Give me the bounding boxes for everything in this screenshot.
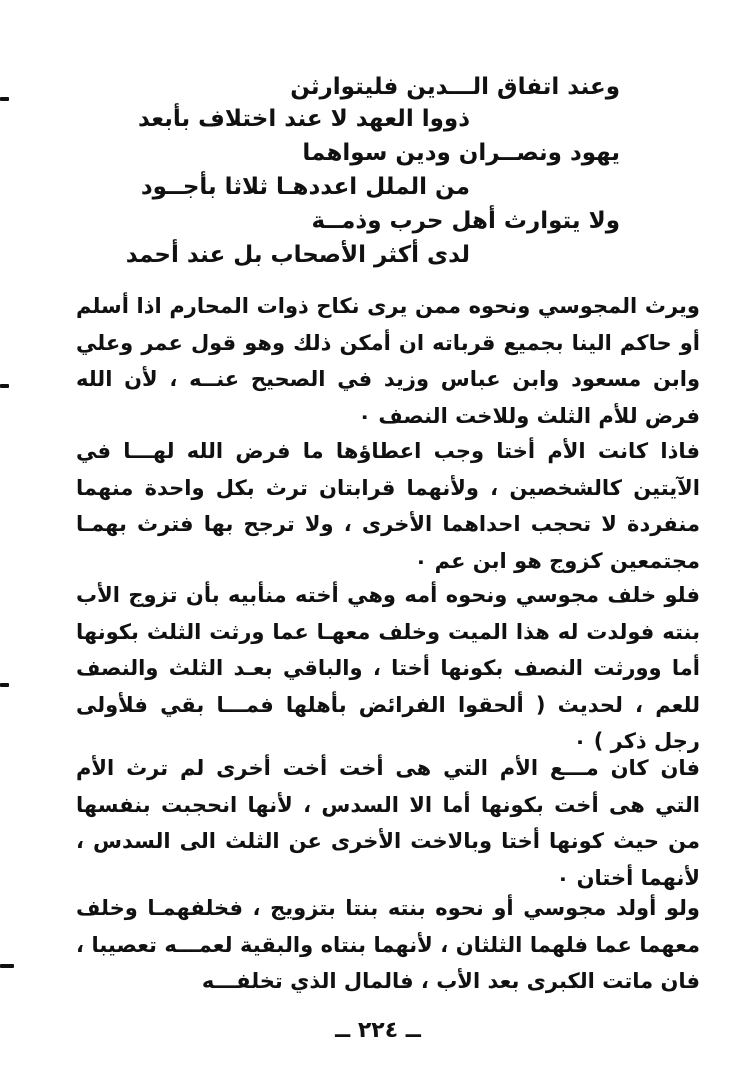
paragraph-5 [76,890,700,1000]
paragraph-1-text: ويرث المجوسي ونحوه ممن يرى نكاح ذوات المحارم اذا أسلم أو حاكم الينا بجميع قرباته ان أمكن ذلك وهو قول عمر وعلي وابن مسعود وابن عباس وزيد في الصحيح عنــه ، لأن الله فرض للأم الثلث وللاخت النصف ٠ [76,294,700,428]
poem-line-5: ولا يتوارث أهل حرب وذمــة [311,208,620,234]
paragraph-4-text: فان كان مـــع الأم التي هى أخت أخت أخرى لم ترث الأم التي هى أخت بكونها أما الا السدس ، لأنها انحجبت بنفسها من حيث كونها أختا وبالاخت الأخرى عن الثلث الى السدس ، لأنهما أختان ٠ [76,756,700,890]
poem-line-1: وعند اتفاق الـــدين فليتوارثن [290,74,620,100]
poem-line-6: لدى أكثر الأصحاب بل عند أحمد [125,242,470,268]
paragraph-1 [76,288,700,434]
scan-edge-mark [0,384,9,388]
page-number: ــ ٢٢٤ ــ [335,1018,421,1043]
poem-line-4: من الملل اعددهـا ثلاثا بأجــود [140,174,470,200]
scan-edge-mark [0,683,9,687]
paragraph-3 [76,577,700,760]
paragraph-2-text: فاذا كانت الأم أختا وجب اعطاؤها ما فرض الله لهـــا في الآيتين كالشخصين ، ولأنهما قرابتان ترث بكل واحدة منهما منفردة لا تحجب احداهما الأخرى ، ولا ترجح بها فترث بهمـا مجتمعين كزوج هو ابن عم ٠ [76,439,700,573]
paragraph-5-text: ولو أولد مجوسي أو نحوه بنته بنتا بتزويج ، فخلفهمـا وخلف معهما عما فلهما الثلثان ، لأنهما بنتاه والبقية لعمـــه تعصيبا ، فان ماتت الكبرى بعد الأب ، فالمال الذي تخلفـــه [76,896,700,993]
paragraph-4 [76,750,700,896]
scan-edge-mark [0,964,14,968]
paragraph-2 [76,433,700,579]
scan-edge-mark [0,97,9,101]
poem-line-2: ذووا العهد لا عند اختلاف بأبعد [137,106,470,132]
poem-line-3: يهود ونصــران ودين سواهما [302,140,620,166]
paragraph-3-text: فلو خلف مجوسي ونحوه أمه وهي أخته منأبيه بأن تزوج الأب بنته فولدت له هذا الميت وخلف معهـا عما ورثت الثلث بكونها أما وورثت النصف بكونها أختا ، والباقي بعـد الثلث والنصف للعم ، لحديث ( ألحقوا الفرائض بأهلها فمـــا بقي فلأولى رجل ذكر ) ٠ [76,583,700,753]
